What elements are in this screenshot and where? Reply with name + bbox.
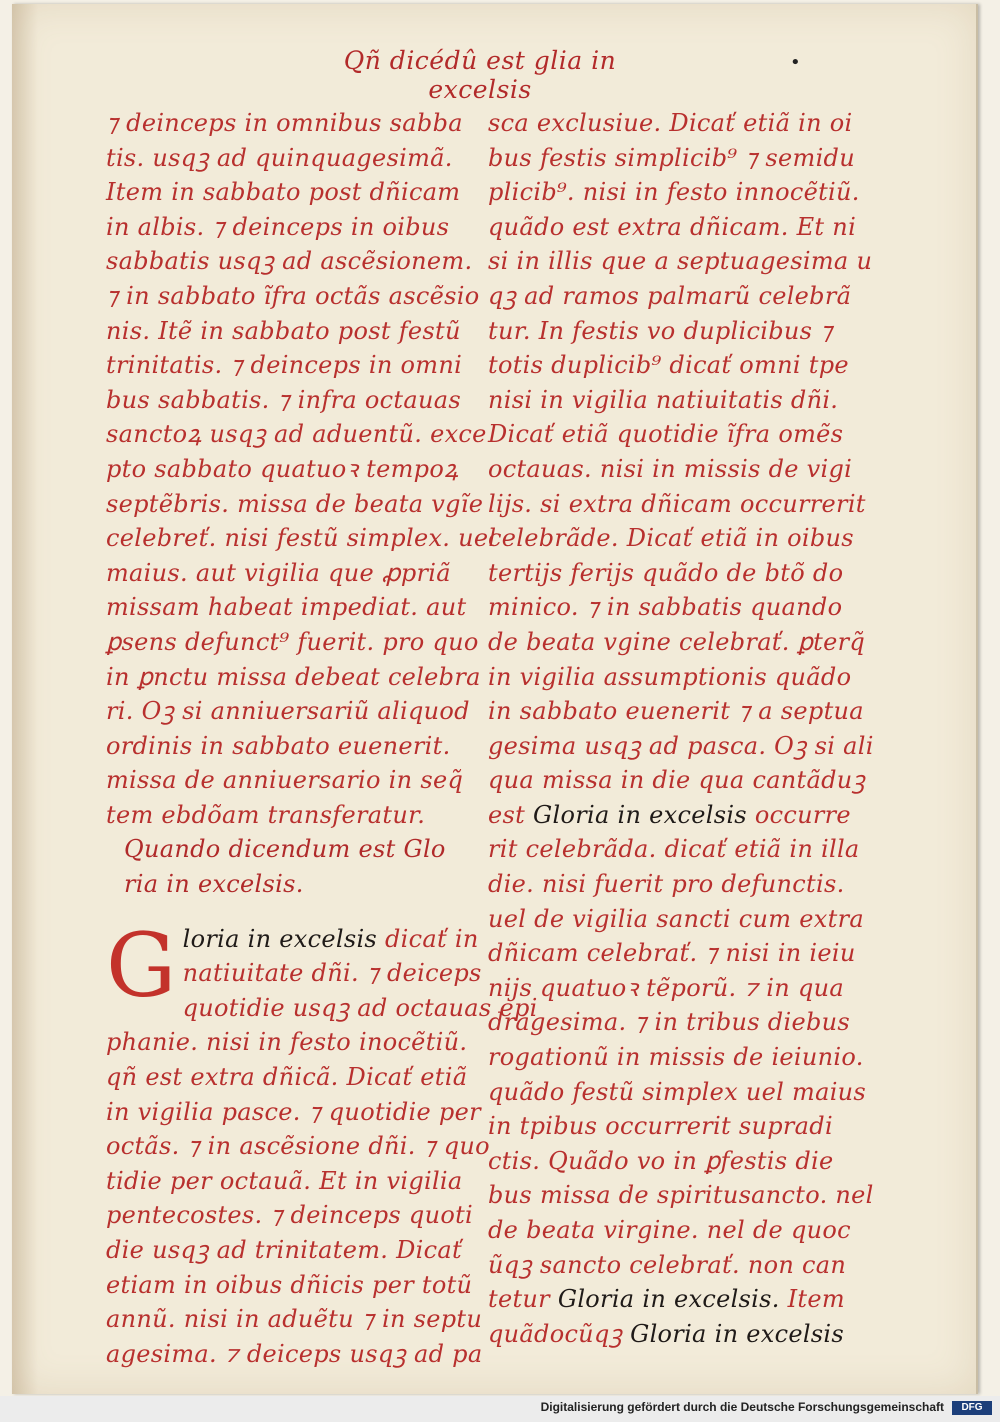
right-column-line: quãdo est extra dñicam. Et ni (488, 212, 857, 241)
left-column-line: tis. usqꝫ ad quinquagesimã. (106, 143, 453, 172)
left-column-line: in ꝑnctu missa debeat celebra (106, 662, 481, 691)
gloria-paragraph-line: octãs. ⁊ in ascẽsione dñi. ⁊ quo (106, 1132, 490, 1161)
gloria-paragraph-line: agesima. ⁊ deiceps usqꝫ ad pa (106, 1339, 483, 1368)
left-column-line: ordinis in sabbato euenerit. (106, 731, 451, 760)
right-gloria-line-2: tetur Gloria in excelsis. Item (488, 1285, 845, 1314)
gloria-paragraph-line: natiuitate dñi. ⁊ deiceps (182, 959, 482, 988)
left-column-line: ⁊ deinceps in omnibus sabba (106, 109, 463, 137)
left-column-line: bus sabbatis. ⁊ infra octauas (106, 385, 461, 414)
right-gloria-line-1: est Gloria in excelsis occurre (488, 800, 851, 829)
left-column-line: tem ebdõam transferatur. (106, 800, 426, 829)
right-column-line: tertijs ferijs quãdo de btõ do (488, 558, 844, 587)
right-column-line: rogationũ in missis de ieiunio. (488, 1043, 864, 1072)
right-column-line: totis duplicib⁹ dicať omni tpe (488, 351, 849, 380)
left-column-line: maius. aut vigilia que ꝓpriã (106, 558, 451, 587)
left-column-text (106, 106, 497, 832)
gloria-paragraph-line: annũ. nisi in aduẽtu ⁊ in septu (106, 1305, 483, 1334)
left-column-line: ⁊ in sabbato ĩfra octãs ascẽsio (106, 281, 480, 310)
left-column-line: pto sabbato quatuoꝛ tempoꝝ (106, 454, 459, 483)
left-column-line: sanctoꝝ usqꝫ ad aduentũ. exce (106, 420, 487, 449)
gloria-paragraph-line: phanie. nisi in festo inocẽtiũ. (106, 1028, 468, 1057)
right-column-text-a (488, 106, 874, 798)
gloria-paragraph (106, 913, 538, 1372)
digitization-footer (0, 1396, 1000, 1422)
gloria-incipit: loria in excelsis (182, 924, 378, 953)
right-column-line: octauas. nisi in missis de vigi (488, 454, 853, 483)
right-column-line: in sabbato euenerit ⁊ a septua (488, 697, 864, 726)
left-column-line: sabbatis usqꝫ ad ascẽsionem. (106, 247, 473, 276)
gloria-paragraph-line: quotidie usqꝫ ad octauas epi (182, 993, 538, 1022)
right-column-line: tur. In festis vo duplicibus ⁊ (488, 316, 833, 345)
right-column-line: de beata vgine celebrať. ꝑterq̃ (488, 627, 866, 656)
gloria-paragraph-line: etiam in oibus dñicis per totũ (106, 1270, 473, 1299)
left-column-line: missa de anniuersario in seq̃ (106, 766, 464, 795)
right-column-line: bus festis simplicib⁹ ⁊ semidu (488, 143, 855, 172)
right-column-line: celebrãde. Dicať etiã in oibus (488, 524, 854, 553)
right-column-line: dñicam celebrať. ⁊ nisi in ieiu (488, 939, 856, 968)
right-column-line: si in illis que a septuagesima u (488, 247, 873, 276)
dfg-logo: DFG (952, 1401, 992, 1415)
right-gloria-line-3: quãdocũqꝫ Gloria in excelsis (488, 1319, 845, 1348)
right-column-line: uel de vigilia sancti cum extra (488, 904, 864, 933)
right-column (488, 106, 874, 1351)
right-column-line: ctis. Quãdo vo in ꝑfestis die (488, 1146, 834, 1175)
gloria-incipit-cont: dicať in (377, 924, 479, 953)
left-column-line: trinitatis. ⁊ deinceps in omni (106, 351, 463, 380)
gloria-paragraph-line: qñ est extra dñicã. Dicať etiã (106, 1063, 468, 1092)
left-column-line: septẽbris. missa de beata vgĩe (106, 489, 484, 518)
right-column-line: qꝫ ad ramos palmarũ celebrã (488, 281, 852, 310)
page-gutter-shadow (12, 4, 38, 1394)
left-column-line: nis. Itẽ in sabbato post festũ (106, 316, 461, 345)
right-column-line: bus missa de spiritusancto. nel (488, 1181, 874, 1210)
right-column-line: rit celebrãda. dicať etiã in illa (488, 835, 860, 864)
right-column-line: in vigilia assumptionis quãdo (488, 662, 852, 691)
right-column-line: nisi in vigilia natiuitatis dñi. (488, 385, 839, 414)
right-column-line: plicib⁹. nisi in festo innocẽtiũ. (488, 178, 860, 207)
right-column-line: die. nisi fuerit pro defunctis. (488, 870, 845, 899)
gloria-paragraph-text (106, 956, 538, 1371)
gloria-paragraph-line: tidie per octauã. Et in vigilia (106, 1166, 463, 1195)
left-column-line: in albis. ⁊ deinceps in oibus (106, 212, 450, 241)
section-heading-line-2: ria in excelsis. (124, 870, 304, 899)
right-column-line: in tpibus occurrerit supradi (488, 1112, 833, 1141)
left-column-line: Item in sabbato post dñicam (106, 178, 461, 207)
left-column-line: ri. Oꝫ si anniuersariũ aliquod (106, 697, 470, 726)
right-column-text-b (488, 832, 874, 1282)
right-column-line: dragesima. ⁊ in tribus diebus (488, 1008, 850, 1037)
right-column-line: gesima usqꝫ ad pasca. Oꝫ si ali (488, 731, 874, 760)
left-column (106, 106, 538, 1371)
left-column-line: missam habeat impediat. aut (106, 593, 467, 622)
right-column-line: minico. ⁊ in sabbatis quando (488, 593, 843, 622)
right-column-line: ũqꝫ sancto celebrať. non can (488, 1250, 847, 1279)
page-mark: • (790, 52, 801, 73)
left-column-line: celebreť. nisi festũ simplex. uel (106, 524, 497, 553)
gloria-paragraph-line: pentecostes. ⁊ deinceps quoti (106, 1201, 474, 1230)
section-heading-line-1: Quando dicendum est Glo (124, 835, 446, 864)
gloria-paragraph-line: die usqꝫ ad trinitatem. Dicať (106, 1236, 462, 1264)
right-column-line: nijs quatuoꝛ tẽporũ. ⁊ in qua (488, 973, 844, 1002)
right-column-line: quãdo festũ simplex uel maius (488, 1077, 867, 1106)
gloria-paragraph-line: in vigilia pasce. ⁊ quotidie per (106, 1097, 481, 1126)
right-column-line: qua missa in die qua cantãduꝫ (488, 766, 866, 795)
running-head: Qñ dicédû est glia in excelsis (343, 46, 617, 104)
left-column-line: ꝑsens defunct⁹ fuerit. pro quo (106, 627, 479, 656)
right-column-line: Dicať etiã quotidie ĩfra omẽs (488, 420, 844, 449)
right-column-line: de beata virgine. nel de quoc (488, 1216, 851, 1244)
right-column-line: lijs. si extra dñicam occurrerit (488, 489, 866, 518)
right-column-line: sca exclusiue. Dicať etiã in oi (488, 109, 853, 137)
footer-credit: Digitalisierung gefördert durch die Deutsche Forschungsgemeinschaft (540, 1400, 944, 1414)
drop-cap-initial: G (106, 913, 177, 1017)
